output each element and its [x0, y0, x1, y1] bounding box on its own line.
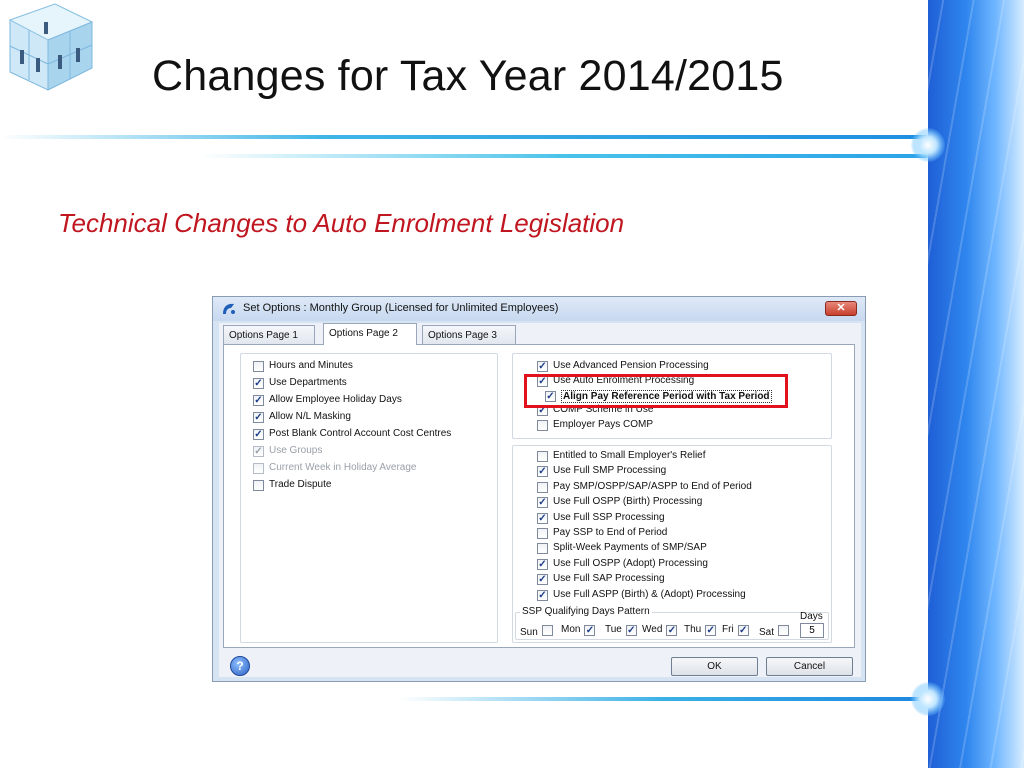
decorative-blue-band: [928, 0, 1024, 768]
checkbox-checked[interactable]: ✓: [546, 391, 555, 402]
logo-cube-icon: [0, 0, 100, 95]
checkbox-checked: ✓: [254, 446, 263, 457]
pension-options-group: ✓ Use Advanced Pension Processing ✓ Use Auto Enrolment Processing ✓ Align Pay Reference Period with Tax Period ✓ COMP Scheme in Use Employer Pays COMP: [512, 353, 832, 439]
day-wed[interactable]: Wed ✓: [642, 624, 677, 636]
decorative-glow: [911, 682, 945, 716]
checkbox-checked[interactable]: ✓: [538, 405, 547, 416]
cancel-button[interactable]: Cancel: [766, 657, 853, 676]
checkbox[interactable]: [253, 361, 264, 372]
day-tue[interactable]: Tue ✓: [605, 624, 636, 636]
checkbox[interactable]: [537, 420, 548, 431]
checkbox-checked[interactable]: ✓: [667, 625, 677, 636]
checkbox-checked[interactable]: ✓: [254, 429, 263, 440]
checkbox-checked[interactable]: ✓: [538, 590, 547, 601]
checkbox-checked[interactable]: ✓: [254, 395, 263, 406]
checkbox-checked[interactable]: ✓: [538, 574, 547, 585]
highlight-box: [524, 374, 788, 408]
checkbox-checked[interactable]: ✓: [254, 412, 263, 423]
checkbox-checked[interactable]: ✓: [538, 497, 547, 508]
checkbox-checked[interactable]: ✓: [538, 376, 547, 387]
help-button[interactable]: ?: [230, 656, 250, 676]
decorative-glow: [911, 128, 945, 162]
checkbox-checked[interactable]: ✓: [538, 361, 547, 372]
app-icon: [221, 302, 237, 316]
slide-subtitle: Technical Changes to Auto Enrolment Legislation: [58, 208, 625, 238]
checkbox-checked[interactable]: ✓: [538, 559, 547, 570]
checkbox: [253, 463, 264, 474]
checkbox[interactable]: [537, 543, 548, 554]
statutory-pay-options-group: Entitled to Small Employer's Relief ✓ Use Full SMP Processing Pay SMP/OSPP/SAP/ASPP to End of Period ✓ Use Full OSPP (Birth) Processing ✓ Use Full SSP Processing Pay SSP to End of Period Split-Week Payments of SMP/SAP ✓ Use Full OSPP (Adopt) Processing ✓ Use Full SAP Processing ✓ Use Full ASPP (Birth) & (Adopt) Processing SSP Qualifying Days Pattern Days Sun Mon ✓ Tue ✓ Wed ✓ Thu ✓ Fri ✓ Sat 5: [512, 445, 832, 643]
day-sat[interactable]: Sat: [759, 624, 789, 638]
checkbox[interactable]: [537, 482, 548, 493]
ssp-qualifying-days-group: [515, 606, 829, 640]
checkbox[interactable]: [253, 480, 264, 491]
day-fri[interactable]: Fri ✓: [722, 624, 748, 636]
checkbox-checked[interactable]: ✓: [706, 625, 715, 636]
dialog-title: Set Options : Monthly Group (Licensed for Unlimited Employees): [243, 302, 559, 314]
decorative-line: [200, 154, 928, 158]
tab-options-page-3[interactable]: Options Page 3: [422, 325, 516, 344]
set-options-dialog: [212, 296, 866, 682]
decorative-line: [0, 135, 928, 139]
checkbox-checked[interactable]: ✓: [538, 466, 547, 477]
checkbox-checked[interactable]: ✓: [254, 378, 263, 389]
ok-button[interactable]: OK: [671, 657, 758, 676]
checkbox-checked[interactable]: ✓: [538, 513, 547, 524]
checkbox-checked[interactable]: ✓: [627, 625, 636, 636]
slide-title: Changes for Tax Year 2014/2015: [152, 52, 784, 100]
checkbox[interactable]: [537, 451, 548, 462]
days-label: Days: [800, 611, 823, 622]
general-options-group: Hours and Minutes ✓ Use Departments ✓ Allow Employee Holiday Days ✓ Allow N/L Masking ✓ Post Blank Control Account Cost Centres ✓ Use Groups Current Week in Holiday Average Trade Dispute: [240, 353, 498, 643]
checkbox[interactable]: [537, 528, 548, 539]
ssp-legend: SSP Qualifying Days Pattern: [522, 606, 650, 617]
day-thu[interactable]: Thu ✓: [684, 624, 715, 636]
checkbox[interactable]: [542, 625, 553, 636]
days-count-field[interactable]: 5: [800, 623, 824, 638]
checkbox-checked[interactable]: ✓: [738, 625, 748, 636]
day-mon[interactable]: Mon ✓: [561, 624, 595, 636]
tab-options-page-1[interactable]: Options Page 1: [223, 325, 315, 344]
dialog-titlebar[interactable]: [213, 297, 865, 321]
checkbox[interactable]: [778, 625, 789, 636]
close-button[interactable]: ✕: [825, 301, 857, 316]
decorative-line: [400, 697, 928, 701]
checkbox-checked[interactable]: ✓: [585, 625, 595, 636]
day-sun[interactable]: Sun: [520, 624, 553, 638]
tab-options-page-2[interactable]: Options Page 2: [323, 323, 417, 345]
